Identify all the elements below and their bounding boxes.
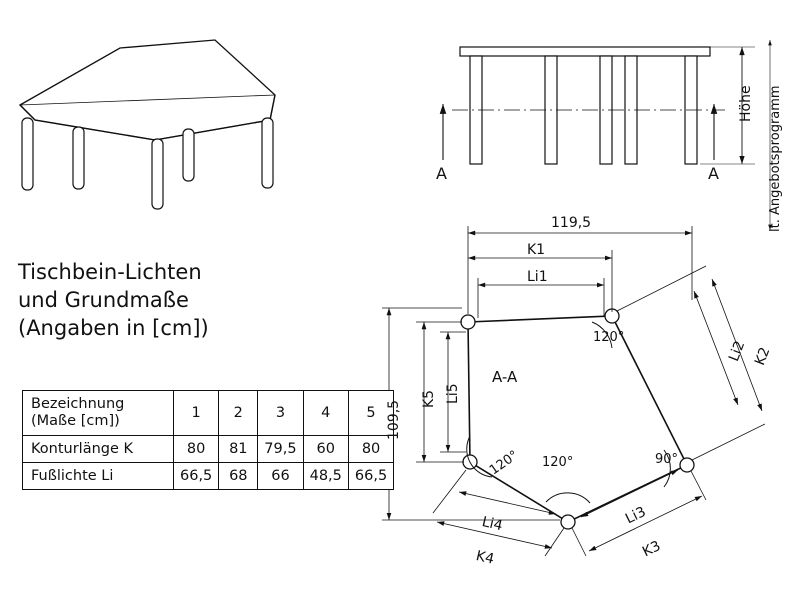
dim-li2: Li2 [726,338,749,364]
dim-li3: Li3 [623,503,649,528]
table-col-3: 3 [258,391,303,436]
cell-k-4: 60 [303,436,348,463]
dim-k1: K1 [527,242,546,258]
dim-k2: K2 [752,345,774,368]
table-col-1: 1 [174,391,219,436]
dimension-table [22,390,394,490]
title-line-3: (Angaben in [cm]) [18,316,209,340]
section-marker-right: A [708,164,719,183]
section-label-aa: A-A [492,368,518,386]
cell-li-4: 48,5 [303,463,348,490]
angle-label-top-right: 120° [593,330,625,345]
cell-li-2: 68 [219,463,258,490]
dim-k3: K3 [640,538,664,561]
cell-k-5: 80 [348,436,393,463]
cell-k-1: 80 [174,436,219,463]
table-col-4: 4 [303,391,348,436]
dim-overall-width: 119,5 [551,215,592,231]
table-header-row [23,391,394,436]
dim-li1: Li1 [527,269,548,285]
cell-li-1: 66,5 [174,463,219,490]
dim-li4: Li4 [480,514,505,535]
table-header-label [23,391,174,436]
row-label-konturlaenge: Konturlänge K [23,436,174,463]
dim-k4: K4 [474,548,496,568]
height-label: Höhe [738,85,754,122]
plan-section-view [382,226,765,556]
title-line-1: Tischbein-Lichten [18,260,202,284]
table-header-label-line1: Bezeichnung [31,396,125,412]
dim-overall-depth: 109,5 [386,399,402,440]
dim-li5: Li5 [445,383,461,404]
table-row [23,436,394,463]
table-col-5: 5 [348,391,393,436]
section-marker-left: A [436,164,447,183]
row-label-fusslichte: Fußlichte Li [23,463,174,490]
angle-label-bottom: 120° [542,455,574,470]
title-line-2: und Grundmaße [18,288,189,312]
cell-li-3: 66 [258,463,303,490]
title-block [18,258,358,342]
side-elevation-view [443,40,770,230]
table-col-2: 2 [219,391,258,436]
table-header-label-line2: (Maße [cm]) [31,413,120,429]
perspective-table-view [20,40,275,209]
cell-k-3: 79,5 [258,436,303,463]
dim-k5: K5 [421,389,437,408]
cell-li-5: 66,5 [348,463,393,490]
cell-k-2: 81 [219,436,258,463]
table-row [23,463,394,490]
height-note: lt. Angebotsprogramm [768,85,783,232]
angle-label-right: 90° [655,452,679,467]
angle-label-left: 120° [487,448,522,479]
